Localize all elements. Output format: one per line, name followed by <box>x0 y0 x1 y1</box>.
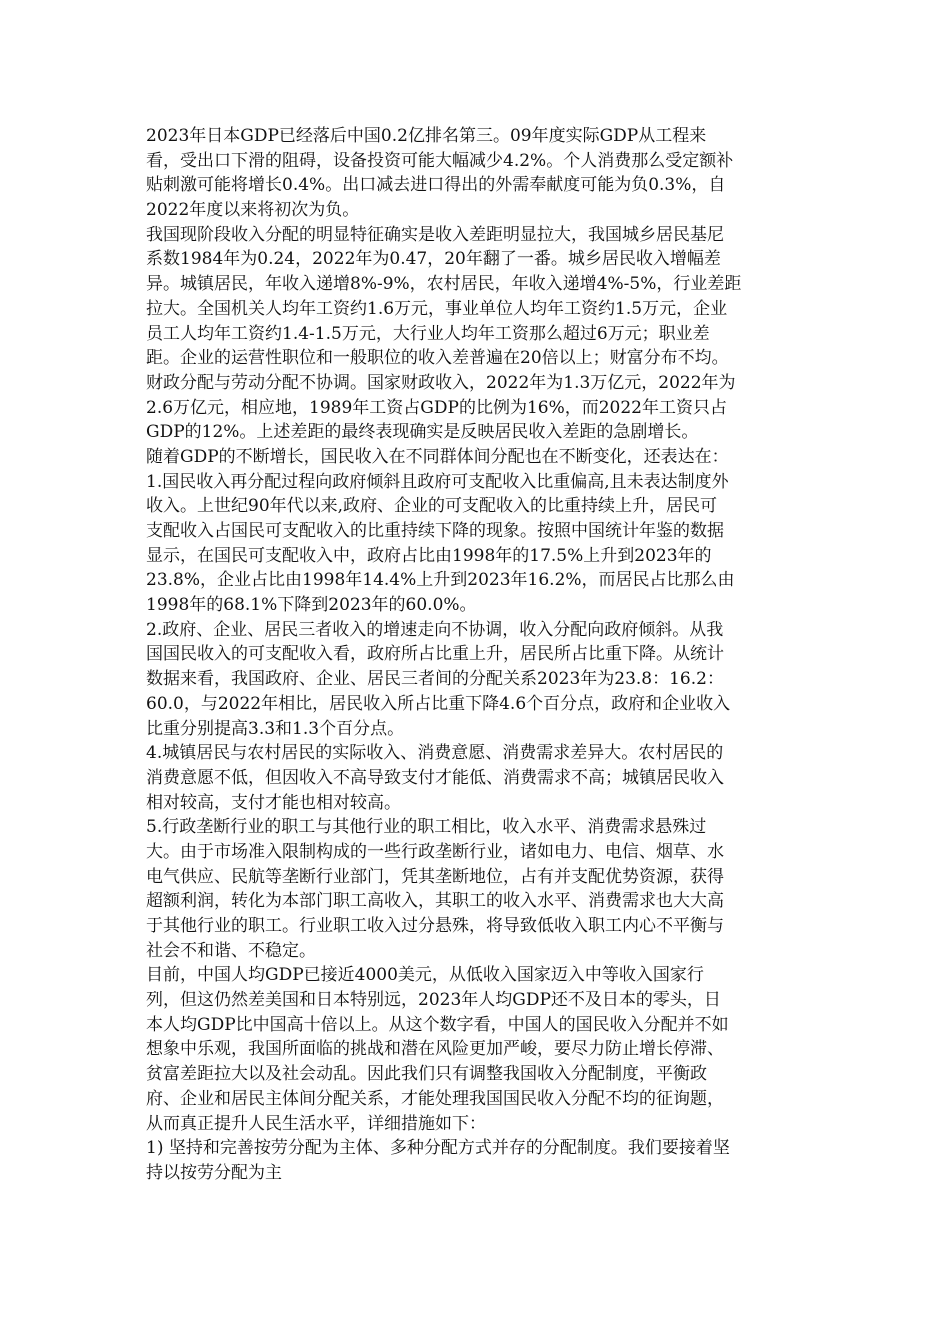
text-line: 1) 坚持和完善按劳分配为主体、多种分配方式并存的分配制度。我们要接着坚 <box>146 1138 730 1159</box>
text-line: 2.政府、企业、居民三者收入的增速走向不协调，收入分配向政府倾斜。从我 <box>146 619 724 640</box>
text-line: 异。城镇居民，年收入递增8%-9%，农村居民，年收入递增4%-5%，行业差距 <box>146 274 742 295</box>
text-line: 1.国民收入再分配过程向政府倾斜且政府可支配收入比重偏高,且未表达制度外 <box>146 471 729 492</box>
text-line: 相对较高，支付才能也相对较高。 <box>146 792 401 813</box>
text-line: 员工人均年工资约1.4-1.5万元，大行业人均年工资那么超过6万元；职业差 <box>146 323 710 344</box>
text-line: 超额利润，转化为本部门职工高收入，其职工的收入水平、消费需求也大大高 <box>146 891 724 912</box>
text-line: 4.城镇居民与农村居民的实际收入、消费意愿、消费需求差异大。农村居民的 <box>146 743 724 764</box>
text-line: 消费意愿不低，但因收入不高导致支付才能低、消费需求不高；城镇居民收入 <box>146 767 724 788</box>
text-line: 显示，在国民可支配收入中，政府占比由1998年的17.5%上升到2023年的 <box>146 545 712 566</box>
text-line: 5.行政垄断行业的职工与其他行业的职工相比，收入水平、消费需求悬殊过 <box>146 817 707 838</box>
text-line: 距。企业的运营性职位和一般职位的收入差普遍在20倍以上；财富分布不均。 <box>146 348 729 369</box>
text-line: 2022年度以来将初次为负。 <box>146 200 360 221</box>
text-line: 2023年日本GDP已经落后中国0.2亿排名第三。09年度实际GDP从工程来 <box>146 126 707 146</box>
text-line: 数据来看，我国政府、企业、居民三者间的分配关系2023年为23.8：16.2： <box>146 669 724 690</box>
text-line: 贴刺激可能将增长0.4%。出口减去进口得出的外需奉献度可能为负0.3%，自 <box>146 175 726 196</box>
text-line: 23.8%，企业占比由1998年14.4%上升到2023年16.2%，而居民占比那么由 <box>146 570 735 591</box>
text-line: 1998年的68.1%下降到2023年的60.0%。 <box>146 595 477 616</box>
text-line: 持以按劳分配为主 <box>146 1162 282 1183</box>
text-line: 府、企业和居民主体间分配关系，才能处理我国国民收入分配不均的征询题， <box>146 1088 724 1109</box>
document-body <box>146 124 806 1186</box>
text-line: 想象中乐观，我国所面临的挑战和潜在风险更加严峻，要尽力防止增长停滞、 <box>146 1039 724 1060</box>
text-line: 社会不和谐、不稳定。 <box>146 940 316 961</box>
text-line: 大。由于市场准入限制构成的一些行政垄断行业，诸如电力、电信、烟草、水 <box>146 841 724 862</box>
text-line: 财政分配与劳动分配不协调。国家财政收入，2022年为1.3万亿元，2022年为 <box>146 372 736 393</box>
text-line: 支配收入占国民可支配收入的比重持续下降的现象。按照中国统计年鉴的数据 <box>146 521 724 541</box>
text-line: GDP的12%。上述差距的最终表现确实是反映居民收入差距的急剧增长。 <box>146 422 699 443</box>
text-line: 从而真正提升人民生活水平，详细措施如下： <box>146 1113 486 1134</box>
text-line: 2.6万亿元，相应地，1989年工资占GDP的比例为16%，而2022年工资只占 <box>146 397 727 418</box>
text-line: 收入。上世纪90年代以来,政府、企业的可支配收入的比重持续上升，居民可 <box>146 496 718 517</box>
text-line: 于其他行业的职工。行业职工收入过分悬殊，将导致低收入职工内心不平衡与 <box>146 916 724 936</box>
text-line: 贫富差距拉大以及社会动乱。因此我们只有调整我国收入分配制度，平衡政 <box>146 1064 707 1085</box>
text-line: 电气供应、民航等垄断行业部门，凭其垄断地位，占有并支配优势资源，获得 <box>146 866 724 887</box>
text-line: 国国民收入的可支配收入看，政府所占比重上升，居民所占比重下降。从统计 <box>146 644 724 665</box>
text-line: 本人均GDP比中国高十倍以上。从这个数字看，中国人的国民收入分配并不如 <box>146 1014 729 1035</box>
text-line: 比重分别提高3.3和1.3个百分点。 <box>146 718 405 739</box>
text-line: 拉大。全国机关人均年工资约1.6万元，事业单位人均年工资约1.5万元，企业 <box>146 298 728 319</box>
text-line: 60.0，与2022年相比，居民收入所占比重下降4.6个百分点，政府和企业收入 <box>146 693 731 714</box>
text-line: 我国现阶段收入分配的明显特征确实是收入差距明显拉大，我国城乡居民基尼 <box>146 224 724 245</box>
text-line: 列，但这仍然差美国和日本特别远，2023年人均GDP还不及日本的零头，日 <box>146 990 721 1011</box>
text-line: 目前，中国人均GDP已接近4000美元，从低收入国家迈入中等收入国家行 <box>146 965 704 986</box>
text-line: 系数1984年为0.24，2022年为0.47，20年翻了一番。城乡居民收入增幅差 <box>146 249 721 270</box>
text-line: 看，受出口下滑的阻碍，设备投资可能大幅减少4.2%。个人消费那么受定额补 <box>146 150 734 171</box>
text-line: 随着GDP的不断增长，国民收入在不同群体间分配也在不断变化，还表达在： <box>146 446 729 467</box>
